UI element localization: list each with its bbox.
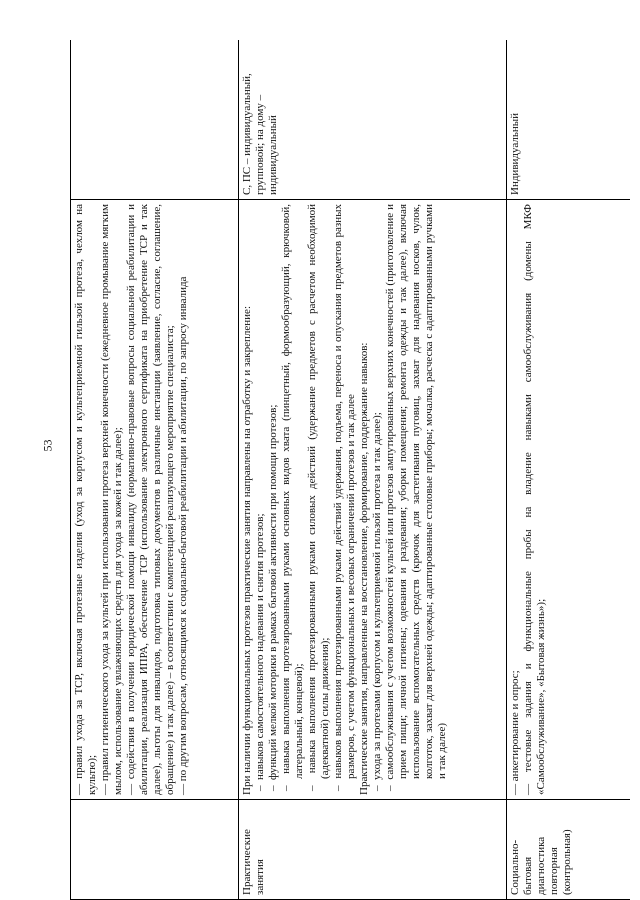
list-item: – навыков выполнения протезированными руками действий удержания, подъема, переноса и опускания предметов разных размеров, с учетом функциональных и весовых ограничений протезов и так далее — [332, 204, 357, 791]
row-content — [71, 200, 239, 800]
table-row — [239, 40, 507, 900]
row-form: Индивидуальный — [507, 40, 631, 200]
row-form — [71, 40, 239, 200]
list-item: – функций мелкой моторики в рамках бытовой активности при помощи протезов; — [267, 404, 279, 791]
list-item: — правил ухода за ТСР, включая протезные изделия (уход за корпусом и культеприемной гильзой протеза, чехлом на культю); — [73, 204, 98, 795]
row-label — [71, 800, 239, 900]
list-item: – навыка выполнения протезированными руками основных видов хвата (пинцетный, формообразующий, крючковой, латеральный, концевой); — [280, 203, 305, 791]
list-item: – навыка выполнения протезированными руками силовых действий (удержание предметов с расчетом необходимой (адекватной) силы движения); — [306, 204, 331, 791]
page-number: 53 — [40, 439, 55, 452]
table-row — [507, 40, 631, 900]
intro-text: Практические занятия, направленные на восстановление, формирование, поддержание навыков: — [358, 342, 370, 795]
table-row — [71, 40, 239, 900]
table-container — [70, 40, 630, 900]
list-item: — по другим вопросам, относящимся к социально-бытовой реабилитации и абилитации, по запросу инвалида — [177, 276, 189, 795]
list-item: – самообслуживания с учетом возможностей культей или протезов ампутированных верхних конечностей (приготовление и прием пищи; личной гигиены; одевания и раздевания; уборки помещения; ремонта одежды и так далее), включая использование вспомогательных средств (крючок для застегивания пуговиц, захват для надевания носков, чулок, колготок, захват для верхней одежды; адаптированные столовые приборы; мочалка, расческа с адаптированными ручками и так далее) — [384, 204, 448, 791]
row-form: С, ПС – индивидуальный, групповой; на дому – индивидуальный — [239, 40, 507, 200]
list-item: – навыков самостоятельного надевания и снятия протезов; — [254, 513, 266, 791]
list-item: — тестовые задания и функциональные пробы на владение навыками самообслуживания (домены МКФ «Самообслуживание», «Бытовая жизнь»); — [522, 204, 547, 795]
row-label: Практические занятия — [239, 800, 507, 900]
row-content — [239, 200, 507, 800]
list-item: — анкетирование и опрос; — [509, 670, 521, 795]
row-label: Социально-бытовая диагностика повторная (контрольная) — [507, 800, 631, 900]
list-item: – ухода за протезами (корпусом и культеприемной гильзой протеза и так далее); — [371, 412, 383, 791]
row-content — [507, 200, 631, 800]
list-item: — содействия в получении юридической помощи инвалиду (нормативно-правовые вопросы социальной реабилитации и абилитации, реализация ИПРА, обеспечение ТСР (использование электронного сертификата на приобретение ТСР и так далее), льготы для инвалидов, подготовка типовых документов в различные инстанции (заявление, согласие, соглашение, обращение) и так далее) – в соответствии с компетенцией реализующего мероприятие специалиста; — [125, 204, 176, 795]
rehabilitation-table — [70, 40, 630, 900]
list-item: — правил гигиенического ухода за культей при использовании протеза верхней конечности (ежедневное промывание мягким мылом, использование увлажняющих средств для ухода за кожей и так далее); — [99, 204, 124, 795]
rotated-page — [70, 40, 630, 900]
intro-text: При наличии функциональных протезов практические занятия направлены на отработку и закрепление: — [241, 306, 253, 795]
